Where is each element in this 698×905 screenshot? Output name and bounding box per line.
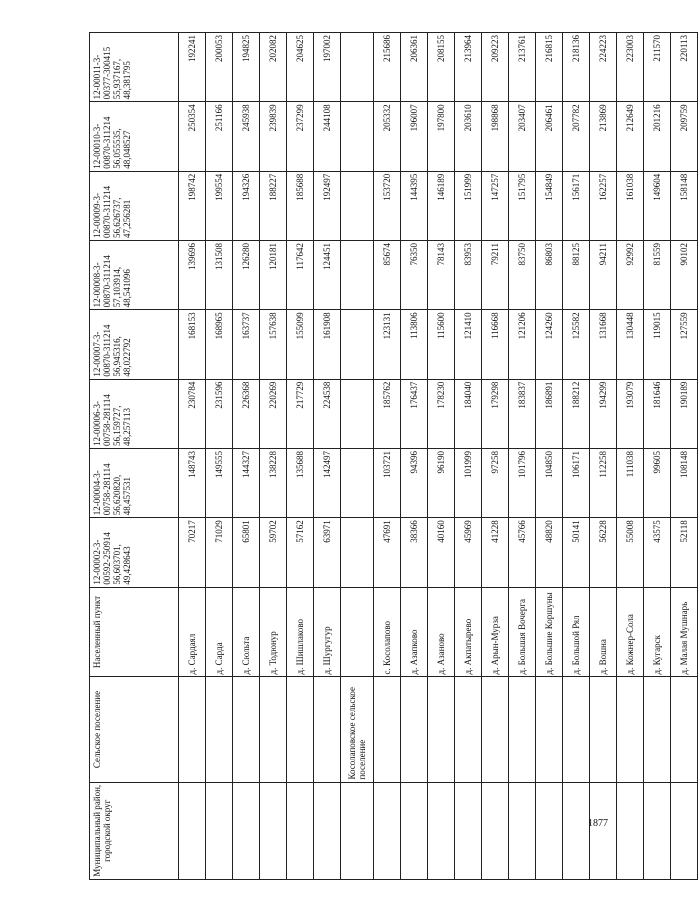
value-cell: 161038	[617, 171, 644, 240]
value-cell: 130448	[617, 310, 644, 379]
value-cell: 218136	[563, 33, 590, 102]
locality-cell: д. Акпатырево	[455, 587, 482, 677]
locality-cell: д. Сарда	[206, 587, 233, 677]
value-cell: 244108	[314, 102, 341, 171]
value-cell: 131508	[206, 241, 233, 310]
table-row	[206, 33, 233, 880]
value-cell: 38366	[401, 518, 428, 587]
value-cell	[341, 379, 374, 448]
value-cell: 104850	[536, 448, 563, 517]
locality-cell: д. Арын-Мурза	[482, 587, 509, 677]
value-cell: 206461	[536, 102, 563, 171]
value-cell: 186891	[536, 379, 563, 448]
value-cell: 90102	[671, 241, 698, 310]
header-settlement: Сельское поселение	[90, 677, 179, 782]
municipal-cell	[401, 782, 428, 879]
value-cell: 59702	[260, 518, 287, 587]
value-cell: 108148	[671, 448, 698, 517]
locality-cell: д. Большие Коршуны	[536, 587, 563, 677]
table-row	[287, 33, 314, 880]
value-cell: 97258	[482, 448, 509, 517]
value-cell: 83750	[509, 241, 536, 310]
table-row	[341, 33, 374, 880]
value-cell: 121206	[509, 310, 536, 379]
value-cell: 212649	[617, 102, 644, 171]
value-cell: 224223	[590, 33, 617, 102]
value-cell: 197002	[314, 33, 341, 102]
value-cell: 213964	[455, 33, 482, 102]
value-cell: 112258	[590, 448, 617, 517]
settlement-cell	[314, 677, 341, 782]
value-cell: 184040	[455, 379, 482, 448]
table-row	[233, 33, 260, 880]
value-cell: 181646	[644, 379, 671, 448]
value-cell: 154849	[536, 171, 563, 240]
value-cell: 190189	[671, 379, 698, 448]
header-code: 12-00010-3-00870-311214 56,055535, 48,048527	[90, 102, 179, 171]
locality-cell: д. Шишлаково	[287, 587, 314, 677]
value-cell: 92992	[617, 241, 644, 310]
municipal-cell	[341, 782, 374, 879]
value-cell	[341, 518, 374, 587]
value-cell	[341, 102, 374, 171]
value-cell: 78143	[428, 241, 455, 310]
value-cell: 81559	[644, 241, 671, 310]
value-cell: 144327	[233, 448, 260, 517]
value-cell: 121410	[455, 310, 482, 379]
value-cell: 183837	[509, 379, 536, 448]
value-cell: 209759	[671, 102, 698, 171]
value-cell: 179298	[482, 379, 509, 448]
value-cell: 239839	[260, 102, 287, 171]
value-cell	[341, 171, 374, 240]
value-cell: 199554	[206, 171, 233, 240]
table-row	[260, 33, 287, 880]
value-cell: 211570	[644, 33, 671, 102]
value-cell: 158148	[671, 171, 698, 240]
value-cell: 200053	[206, 33, 233, 102]
value-cell: 224538	[314, 379, 341, 448]
value-cell: 213761	[509, 33, 536, 102]
municipal-cell	[671, 782, 698, 879]
value-cell: 99605	[644, 448, 671, 517]
settlement-cell	[482, 677, 509, 782]
value-cell: 148743	[179, 448, 206, 517]
locality-cell: д. Большой Рял	[563, 587, 590, 677]
value-cell: 45969	[455, 518, 482, 587]
settlement-cell	[374, 677, 401, 782]
value-cell: 106171	[563, 448, 590, 517]
value-cell: 139696	[179, 241, 206, 310]
value-cell: 63971	[314, 518, 341, 587]
value-cell: 194326	[233, 171, 260, 240]
value-cell: 135688	[287, 448, 314, 517]
locality-cell: д. Сюльта	[233, 587, 260, 677]
value-cell: 119015	[644, 310, 671, 379]
value-cell: 163737	[233, 310, 260, 379]
settlement-cell	[179, 677, 206, 782]
value-cell: 65801	[233, 518, 260, 587]
municipal-cell	[455, 782, 482, 879]
value-cell: 205332	[374, 102, 401, 171]
locality-cell	[341, 587, 374, 677]
value-cell: 94396	[401, 448, 428, 517]
value-cell: 146189	[428, 171, 455, 240]
value-cell: 178230	[428, 379, 455, 448]
value-cell: 245938	[233, 102, 260, 171]
settlement-cell	[590, 677, 617, 782]
value-cell: 116668	[482, 310, 509, 379]
value-cell: 155099	[287, 310, 314, 379]
table-row	[509, 33, 536, 880]
value-cell: 207782	[563, 102, 590, 171]
value-cell: 120181	[260, 241, 287, 310]
value-cell: 113806	[401, 310, 428, 379]
table-body	[179, 33, 698, 880]
value-cell: 151795	[509, 171, 536, 240]
value-cell: 101796	[509, 448, 536, 517]
settlement-cell	[671, 677, 698, 782]
table-row	[644, 33, 671, 880]
settlement-cell	[563, 677, 590, 782]
value-cell: 142497	[314, 448, 341, 517]
locality-cell: д. Малая Мушнарь	[671, 587, 698, 677]
value-cell: 220269	[260, 379, 287, 448]
table-row	[428, 33, 455, 880]
municipal-cell	[536, 782, 563, 879]
settlement-cell	[260, 677, 287, 782]
value-cell: 56228	[590, 518, 617, 587]
value-cell: 117642	[287, 241, 314, 310]
value-cell: 220113	[671, 33, 698, 102]
value-cell: 156171	[563, 171, 590, 240]
settlement-cell	[644, 677, 671, 782]
table-row	[563, 33, 590, 880]
value-cell: 45766	[509, 518, 536, 587]
header-code: 12-00008-3-00870-311214 57,103914, 48,541096	[90, 241, 179, 310]
locality-cell: д. Большая Вочерга	[509, 587, 536, 677]
value-cell: 138228	[260, 448, 287, 517]
locality-cell: д. Сардаял	[179, 587, 206, 677]
value-cell: 196007	[401, 102, 428, 171]
value-cell: 194825	[233, 33, 260, 102]
value-cell: 206361	[401, 33, 428, 102]
page-number: 1877	[588, 818, 608, 829]
value-cell: 123131	[374, 310, 401, 379]
value-cell: 202082	[260, 33, 287, 102]
distance-table	[89, 32, 698, 880]
header-row	[90, 33, 179, 880]
municipal-cell	[482, 782, 509, 879]
value-cell: 127559	[671, 310, 698, 379]
locality-cell: д. Шургугур	[314, 587, 341, 677]
value-cell: 40160	[428, 518, 455, 587]
value-cell: 208155	[428, 33, 455, 102]
header-code: 12-00006-3-00758-281114 56,159727, 48,257113	[90, 379, 179, 448]
table-row	[374, 33, 401, 880]
value-cell: 131668	[590, 310, 617, 379]
value-cell: 124451	[314, 241, 341, 310]
value-cell: 198868	[482, 102, 509, 171]
municipal-cell	[206, 782, 233, 879]
header-locality: Населенный пункт	[90, 587, 179, 677]
locality-cell: д. Кугарск	[644, 587, 671, 677]
municipal-cell	[260, 782, 287, 879]
table-row	[401, 33, 428, 880]
municipal-cell	[617, 782, 644, 879]
value-cell: 149555	[206, 448, 233, 517]
value-cell: 161908	[314, 310, 341, 379]
value-cell: 125582	[563, 310, 590, 379]
header-municipal: Муниципальный район, городской округ	[90, 782, 179, 879]
value-cell: 52118	[671, 518, 698, 587]
value-cell: 204625	[287, 33, 314, 102]
value-cell: 55008	[617, 518, 644, 587]
value-cell: 103721	[374, 448, 401, 517]
value-cell: 203407	[509, 102, 536, 171]
value-cell: 83953	[455, 241, 482, 310]
settlement-cell	[206, 677, 233, 782]
header-code: 12-00011-3-00377-300415 55,937167, 48,381795	[90, 33, 179, 102]
municipal-cell	[509, 782, 536, 879]
value-cell: 217729	[287, 379, 314, 448]
value-cell: 88125	[563, 241, 590, 310]
value-cell: 209223	[482, 33, 509, 102]
municipal-cell	[314, 782, 341, 879]
municipal-cell	[590, 782, 617, 879]
settlement-cell	[509, 677, 536, 782]
header-code: 12-00007-3-00870-311214 56,945316, 48,022792	[90, 310, 179, 379]
value-cell: 153720	[374, 171, 401, 240]
value-cell: 76350	[401, 241, 428, 310]
table-row	[179, 33, 206, 880]
table-row	[314, 33, 341, 880]
municipal-cell	[644, 782, 671, 879]
settlement-cell	[617, 677, 644, 782]
municipal-cell	[374, 782, 401, 879]
locality-cell: д. Тодюнур	[260, 587, 287, 677]
value-cell: 192241	[179, 33, 206, 102]
settlement-cell	[455, 677, 482, 782]
settlement-cell: Косолаповское сельское поселение	[341, 677, 374, 782]
locality-cell: д. Кожнер-Сола	[617, 587, 644, 677]
municipal-cell	[233, 782, 260, 879]
table-row	[590, 33, 617, 880]
rotated-table-container	[89, 32, 689, 880]
value-cell: 168965	[206, 310, 233, 379]
value-cell: 251166	[206, 102, 233, 171]
value-cell: 201216	[644, 102, 671, 171]
value-cell: 226368	[233, 379, 260, 448]
locality-cell: д. Азаново	[428, 587, 455, 677]
value-cell: 215686	[374, 33, 401, 102]
value-cell: 147257	[482, 171, 509, 240]
header-code: 12-00009-3-00870-311214 56,626737, 47,256281	[90, 171, 179, 240]
value-cell	[341, 241, 374, 310]
value-cell: 50141	[563, 518, 590, 587]
value-cell: 71029	[206, 518, 233, 587]
value-cell: 230784	[179, 379, 206, 448]
value-cell: 185762	[374, 379, 401, 448]
settlement-cell	[233, 677, 260, 782]
value-cell: 216815	[536, 33, 563, 102]
header-code: 12-00004-3-00758-281114 56,620820, 48,457531	[90, 448, 179, 517]
value-cell: 231596	[206, 379, 233, 448]
value-cell: 162257	[590, 171, 617, 240]
value-cell: 144395	[401, 171, 428, 240]
value-cell: 168153	[179, 310, 206, 379]
municipal-cell	[563, 782, 590, 879]
value-cell: 223003	[617, 33, 644, 102]
table-row	[455, 33, 482, 880]
value-cell: 188212	[563, 379, 590, 448]
municipal-cell	[287, 782, 314, 879]
value-cell: 197800	[428, 102, 455, 171]
value-cell: 213869	[590, 102, 617, 171]
value-cell: 70217	[179, 518, 206, 587]
value-cell: 43575	[644, 518, 671, 587]
value-cell: 47691	[374, 518, 401, 587]
value-cell: 185688	[287, 171, 314, 240]
locality-cell: д. Вошна	[590, 587, 617, 677]
value-cell: 250354	[179, 102, 206, 171]
value-cell: 188227	[260, 171, 287, 240]
value-cell	[341, 310, 374, 379]
settlement-cell	[401, 677, 428, 782]
value-cell: 111038	[617, 448, 644, 517]
value-cell: 86803	[536, 241, 563, 310]
value-cell: 94211	[590, 241, 617, 310]
value-cell: 48820	[536, 518, 563, 587]
value-cell: 193079	[617, 379, 644, 448]
value-cell: 192497	[314, 171, 341, 240]
value-cell: 85674	[374, 241, 401, 310]
value-cell: 237299	[287, 102, 314, 171]
value-cell: 96190	[428, 448, 455, 517]
value-cell	[341, 33, 374, 102]
table-row	[536, 33, 563, 880]
value-cell: 157638	[260, 310, 287, 379]
value-cell: 194299	[590, 379, 617, 448]
settlement-cell	[536, 677, 563, 782]
settlement-cell	[287, 677, 314, 782]
value-cell: 151999	[455, 171, 482, 240]
value-cell: 198742	[179, 171, 206, 240]
value-cell: 126280	[233, 241, 260, 310]
value-cell: 57162	[287, 518, 314, 587]
value-cell: 203610	[455, 102, 482, 171]
municipal-cell	[179, 782, 206, 879]
value-cell: 41228	[482, 518, 509, 587]
table-row	[617, 33, 644, 880]
value-cell: 79211	[482, 241, 509, 310]
locality-cell: с. Косолапово	[374, 587, 401, 677]
value-cell: 149604	[644, 171, 671, 240]
value-cell: 101999	[455, 448, 482, 517]
locality-cell: д. Азапково	[401, 587, 428, 677]
value-cell	[341, 448, 374, 517]
municipal-cell	[428, 782, 455, 879]
value-cell: 124260	[536, 310, 563, 379]
settlement-cell	[428, 677, 455, 782]
value-cell: 176437	[401, 379, 428, 448]
header-code: 12-00002-3-00592-250914 56,603701, 49,428643	[90, 518, 179, 587]
table-row	[671, 33, 698, 880]
table-row	[482, 33, 509, 880]
value-cell: 115600	[428, 310, 455, 379]
